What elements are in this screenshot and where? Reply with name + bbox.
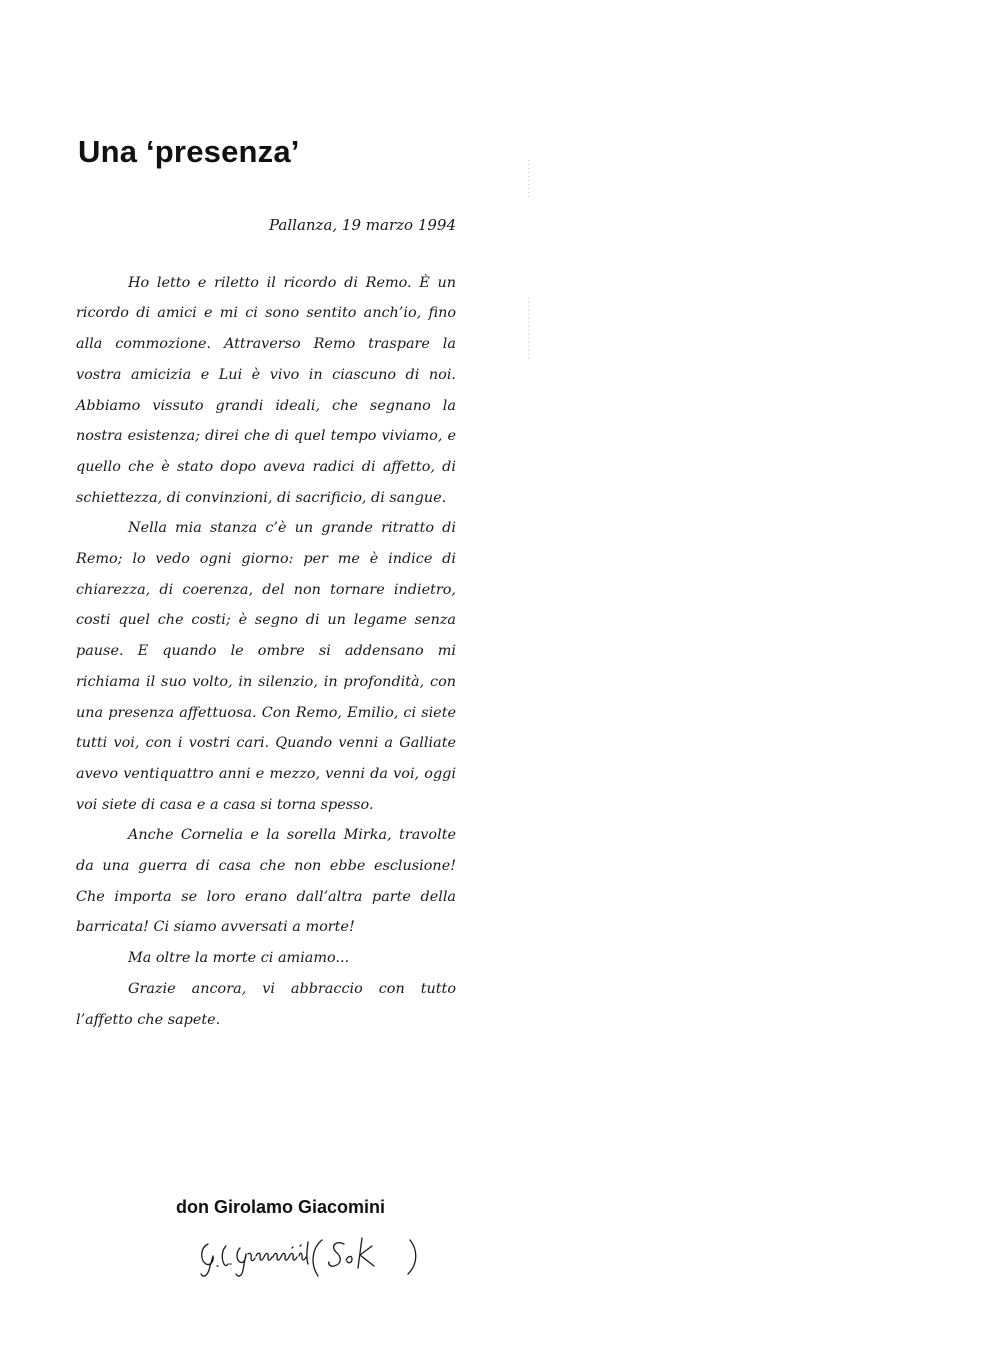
letter-body xyxy=(76,210,456,1035)
page-title: Una ‘presenza’ xyxy=(78,134,300,169)
letter-dateline: Pallanza, 19 marzo 1994 xyxy=(268,216,456,234)
scan-artifact xyxy=(528,298,529,360)
scan-artifact xyxy=(528,160,529,200)
handwritten-signature xyxy=(196,1224,426,1282)
letter-paragraph: Nella mia stanza c’è un grande ritratto di Remo; lo vedo ogni giorno: per me è indice di chiarezza, di coerenza, del non tornare indietro, costi quel che costi; è segno di un legame senza pause. E quando le ombre si addensano mi richiama il suo volto, in silenzio, in profondità, con una presenza affettuosa. Con Remo, Emilio, ci siete tutti voi, con i vostri cari. Quando venni a Galliate avevo ventiquattro anni e mezzo, venni da voi, oggi voi siete di casa e a casa si torna spesso. xyxy=(76,520,456,813)
letter-paragraph: Ma oltre la morte ci amiamo... xyxy=(128,950,350,967)
letter-paragraph: Anche Cornelia e la sorella Mirka, travolte da una guerra di casa che non ebbe esclusione! Che importa se loro erano dall’altra parte della barricata! Ci siamo avversati a morte! xyxy=(76,827,456,936)
letter-paragraph: Grazie ancora, vi abbraccio con tutto l’affetto che sapete. xyxy=(76,980,456,1028)
letter-paragraph: Ho letto e riletto il ricordo di Remo. È un ricordo di amici e mi ci sono sentito anch’io, fino alla commozione. Attraverso Remo traspare la vostra amicizia e Lui è vivo in ciascuno di noi. Abbiamo vissuto grandi ideali, che segnano la nostra esistenza; direi che di quel tempo viviamo, e quello che è stato dopo aveva radici di affetto, di schiettezza, di convinzioni, di sacrificio, di sangue. xyxy=(76,274,456,506)
signature-name: don Girolamo Giacomini xyxy=(176,1197,386,1217)
